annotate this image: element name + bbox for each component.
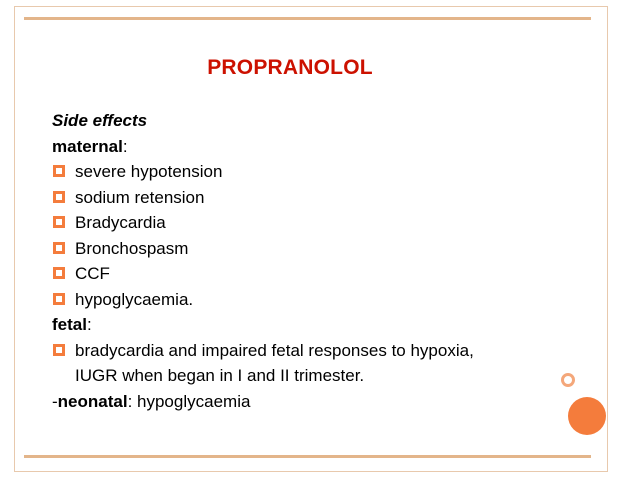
- bullet-icon: [53, 293, 65, 305]
- bullet-icon: [53, 267, 65, 279]
- fetal-heading-line: [52, 312, 572, 338]
- maternal-label: maternal: [52, 136, 123, 156]
- side-effects-heading-line: [52, 108, 572, 134]
- bullet-icon: [53, 191, 65, 203]
- maternal-item-text: CCF: [75, 264, 110, 283]
- maternal-heading-line: [52, 134, 572, 160]
- large-circle-decoration-icon: [568, 397, 606, 435]
- fetal-item-text: [75, 338, 474, 389]
- fetal-colon: :: [86, 315, 92, 334]
- slide-title: PROPRANOLOL: [207, 56, 373, 79]
- list-item: [52, 210, 572, 236]
- maternal-item-text: Bradycardia: [75, 213, 166, 232]
- list-item: [52, 338, 572, 389]
- maternal-item-text: sodium retension: [75, 187, 205, 207]
- maternal-colon: :: [122, 136, 128, 156]
- list-item: [52, 159, 572, 185]
- list-item: [52, 236, 572, 262]
- list-item: [52, 185, 572, 211]
- side-effects-heading: Side effects: [52, 111, 148, 130]
- top-accent-rule: [24, 17, 591, 20]
- neonatal-label: neonatal: [57, 391, 128, 411]
- fetal-label: fetal: [52, 315, 87, 334]
- maternal-item-text: Bronchospasm: [75, 238, 189, 258]
- bullet-icon: [53, 344, 65, 356]
- bullet-icon: [53, 165, 65, 177]
- maternal-item-text: hypoglycaemia.: [75, 289, 194, 309]
- bullet-icon: [53, 242, 65, 254]
- neonatal-text: : hypoglycaemia: [127, 391, 251, 411]
- fetal-item-line-2: IUGR when began in I and II trimester.: [75, 366, 365, 385]
- fetal-item-line-1: bradycardia and impaired fetal responses to hypoxia,: [75, 340, 474, 360]
- maternal-item-text: severe hypotension: [75, 162, 223, 181]
- slide-body: [52, 108, 572, 414]
- neonatal-line: [52, 389, 572, 415]
- bullet-icon: [53, 216, 65, 228]
- bottom-accent-rule: [24, 455, 591, 458]
- neonatal-prefix: -: [52, 391, 58, 411]
- list-item: [52, 261, 572, 287]
- list-item: [52, 287, 572, 313]
